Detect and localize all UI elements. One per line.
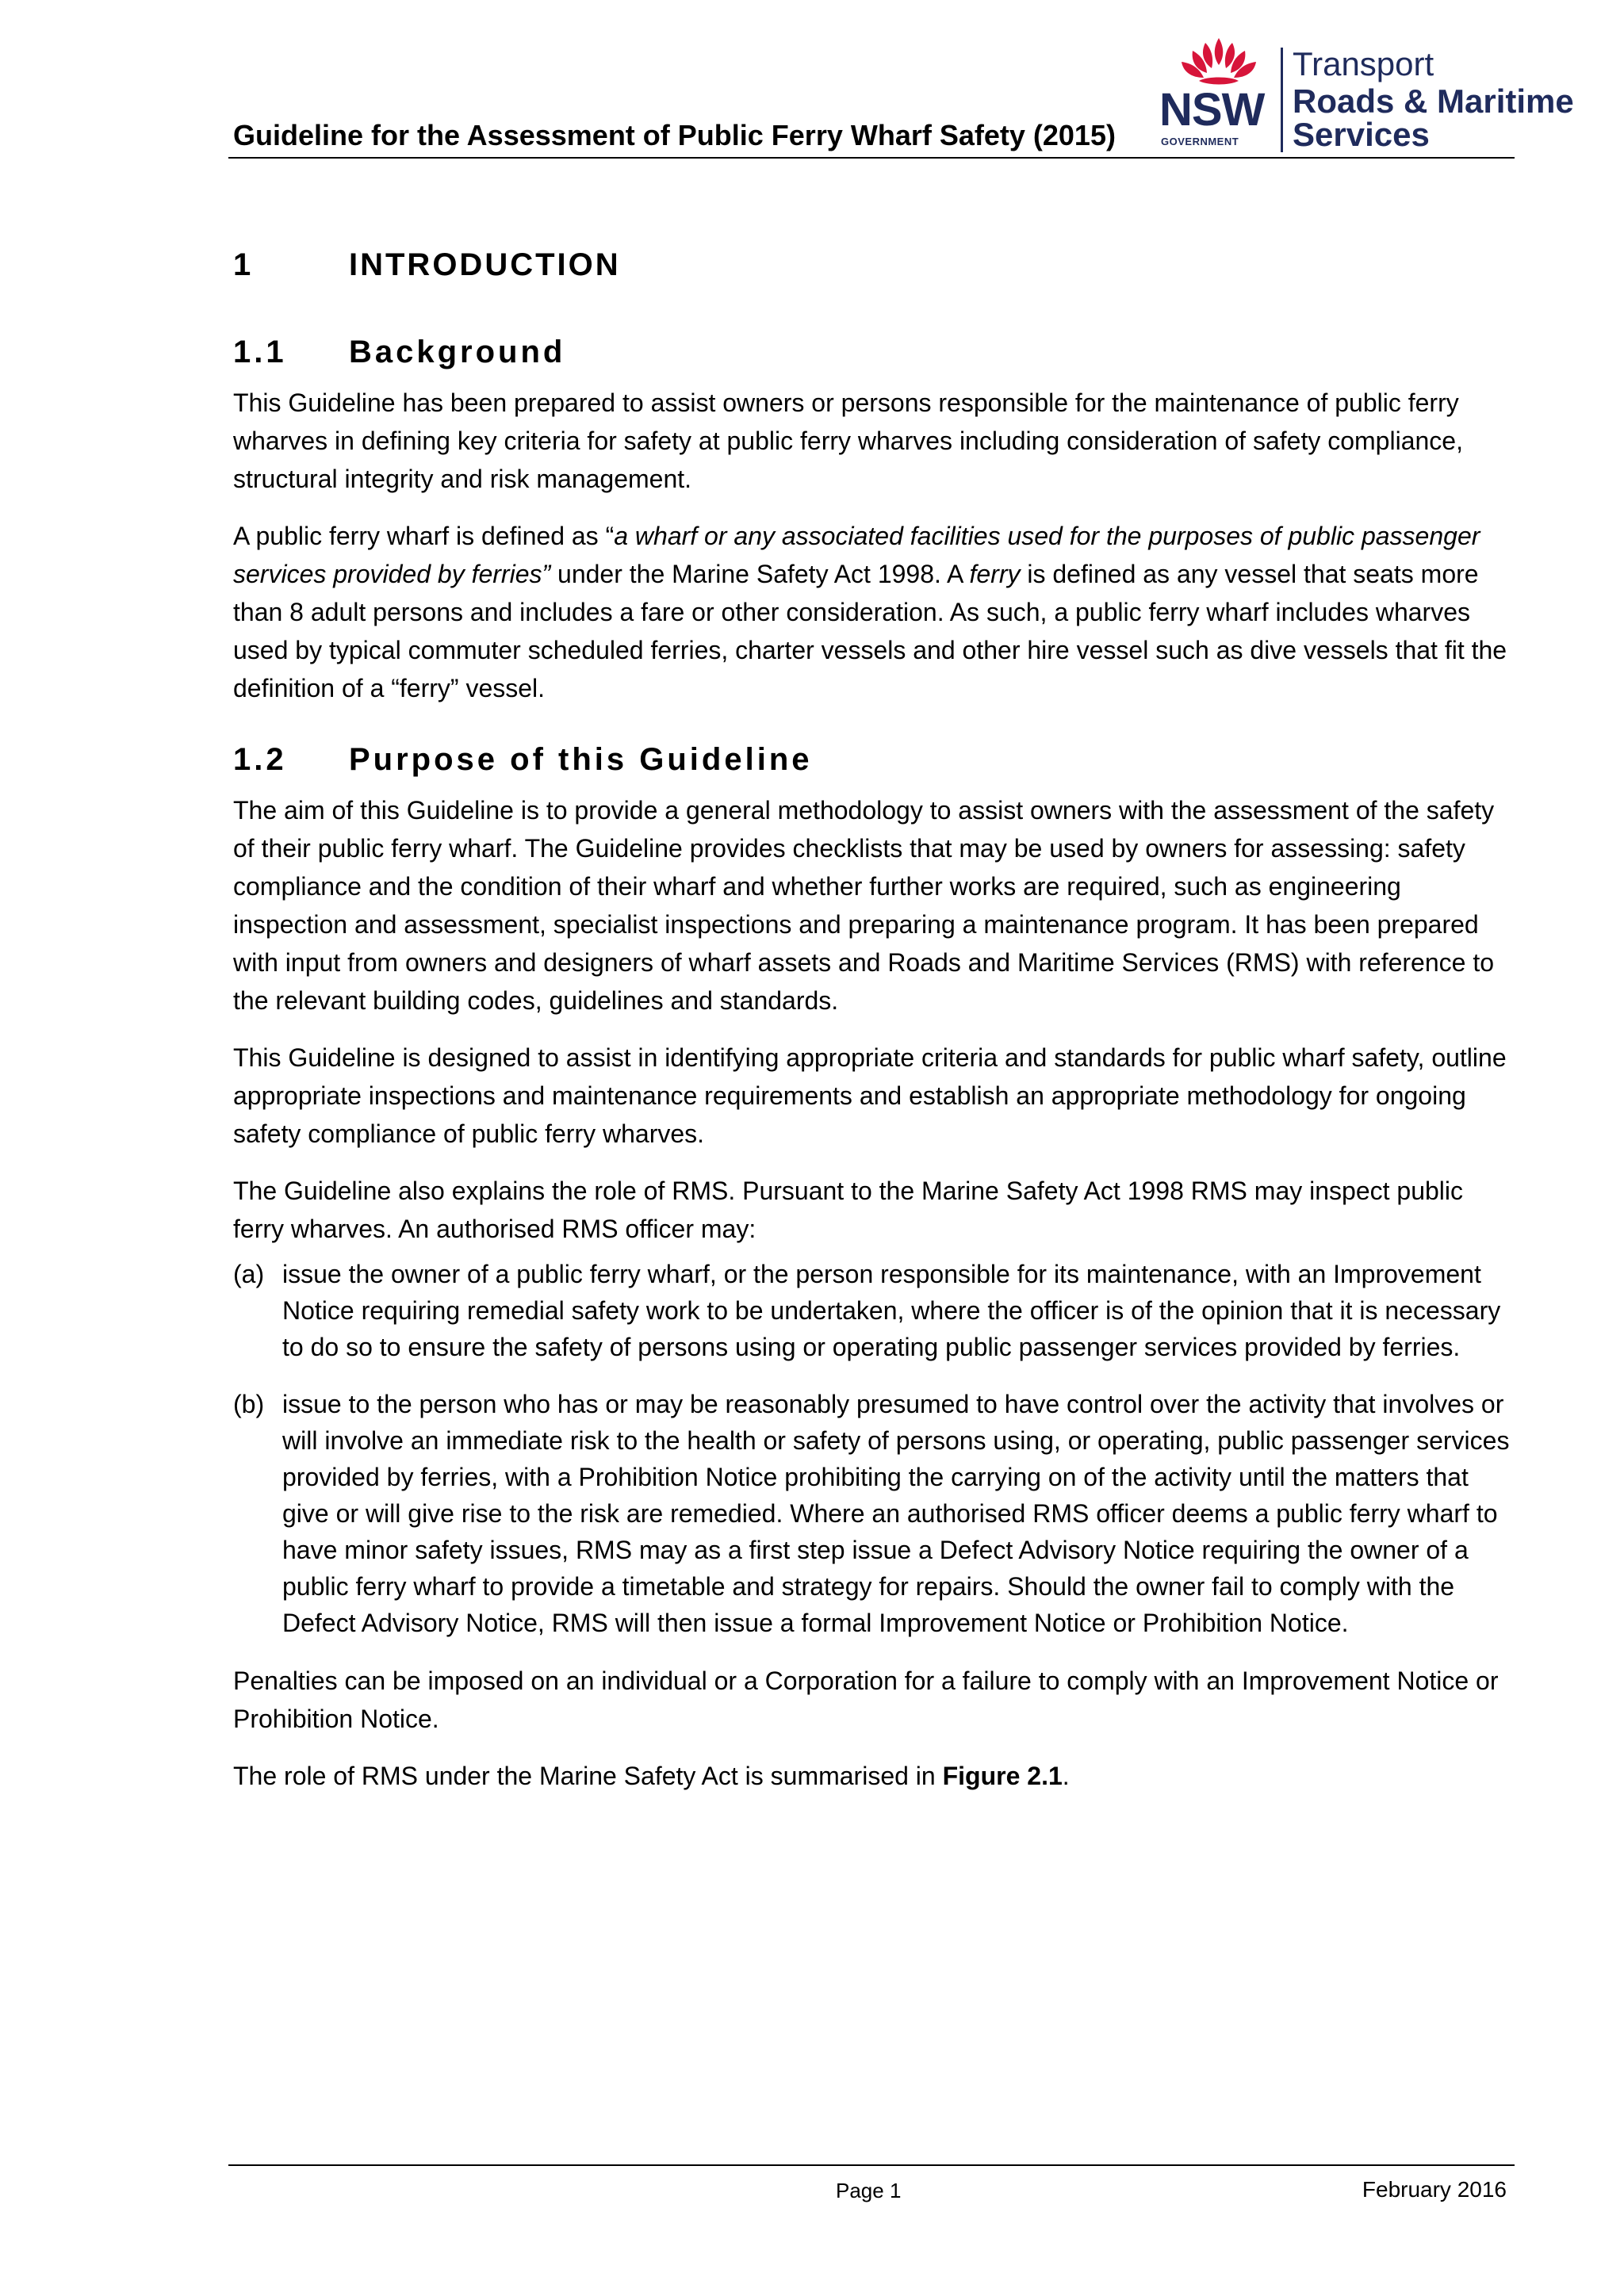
figure-reference: Figure 2.1 [942, 1762, 1063, 1790]
section-number: 1 [233, 247, 254, 282]
logo-nsw-text: NSW [1159, 84, 1265, 136]
list-text: issue the owner of a public ferry wharf, or the person responsible for its maintenance, with an Improvement Notice requiring remedial safety work to be undertaken, where the officer is of the opinion that it is necessary to do so to ensure the safety of persons using or operating public passenger services provided by ferries. [282, 1260, 1501, 1361]
text-span: . [1062, 1762, 1070, 1790]
purpose-paragraph-2: This Guideline is designed to assist in identifying appropriate criteria and standards for public wharf safety, outline appropriate inspections and maintenance requirements and establish an appropriate methodology for ongoing safety compliance of public ferry wharves. [233, 1043, 1507, 1148]
list-item [233, 1386, 1518, 1641]
nsw-rms-logo [1159, 36, 1574, 155]
header-divider [228, 157, 1515, 159]
purpose-paragraph-1: The aim of this Guideline is to provide a general methodology to assist owners with the assessment of the safety of their public ferry wharf. The Guideline provides checklists that may be used by owners for assessing: safety compliance and the condition of their wharf and whether further works are required, such as engineering inspection and assessment, specialist inspections and preparing a maintenance program. It has been prepared with input from owners and designers of wharf assets and Roads and Maritime Services (RMS) with reference to the relevant building codes, guidelines and standards. [233, 796, 1495, 1015]
section-title: Purpose of this Guideline [349, 742, 813, 777]
logo-transport-text: Transport [1293, 45, 1434, 82]
logo-rms-line1: Roads & Maritime [1293, 82, 1574, 120]
logo-government-text: GOVERNMENT [1161, 136, 1239, 147]
text-span: under the Marine Safety Act 1998. A [550, 560, 970, 588]
list-text: issue to the person who has or may be reasonably presumed to have control over the activity that involves or will involve an immediate risk to the health or safety of persons using, or operating, public passenger services provided by ferries, with a Prohibition Notice prohibiting the carrying on of the activity until the matters that give or will give rise to the risk are remedied. Where an authorised RMS officer deems a public ferry wharf to have minor safety issues, RMS may as a first step issue a Defect Advisory Notice requiring the owner of a public ferry wharf to provide a timetable and strategy for repairs. Should the owner fail to comply with the Defect Advisory Notice, RMS will then issue a formal Improvement Notice or Prohibition Notice. [282, 1390, 1510, 1637]
text-span: is defined as any vessel that seats more than 8 adult persons and includes a fare or other consideration. As such, a public ferry wharf includes wharves used by typical commuter scheduled ferries, charter vessels and other hire vessel such as dive vessels that fit the definition of a “ferry” vessel. [233, 560, 1507, 702]
penalties-paragraph: Penalties can be imposed on an individual or a Corporation for a failure to comply with an Improvement Notice or Prohibition Notice. [233, 1667, 1499, 1733]
section-1-heading [233, 246, 1518, 284]
document-body [233, 246, 1518, 1814]
section-1-2-heading [233, 739, 1518, 780]
footer-divider [228, 2164, 1515, 2166]
text-span: A public ferry wharf is defined as “ [233, 522, 615, 550]
section-title: Background [349, 335, 566, 369]
document-header-title: Guideline for the Assessment of Public Ferry Wharf Safety (2015) [233, 119, 1116, 151]
section-title: INTRODUCTION [349, 247, 621, 282]
footer-date: February 2016 [1362, 2177, 1507, 2202]
list-marker: (b) [233, 1390, 265, 1418]
page-number: Page 1 [836, 2179, 902, 2202]
list-marker: (a) [233, 1260, 265, 1288]
figure-reference-paragraph [233, 1757, 1518, 1795]
waratah-icon [1159, 36, 1278, 86]
background-paragraph-1: This Guideline has been prepared to assist owners or persons responsible for the maintenance of public ferry wharves in defining key criteria for safety at public ferry wharves including consideration of safety compliance, structural integrity and risk management. [233, 388, 1463, 493]
section-1-1-heading [233, 331, 1518, 373]
purpose-paragraph-3: The Guideline also explains the role of RMS. Pursuant to the Marine Safety Act 1998 RMS may inspect public ferry wharves. An authorised RMS officer may: [233, 1177, 1464, 1243]
logo-rms-line2: Services [1293, 116, 1430, 153]
definition-quote: a wharf or any associated facilities used for the purposes of public passenger services provided by ferries” [233, 522, 1480, 588]
ferry-term: ferry [969, 560, 1021, 588]
logo-divider [1281, 48, 1283, 152]
section-number: 1.2 [233, 742, 287, 777]
list-item [233, 1256, 1518, 1365]
text-span: The role of RMS under the Marine Safety Act is summarised in [233, 1762, 943, 1790]
section-number: 1.1 [233, 335, 287, 369]
background-paragraph-2 [233, 517, 1518, 707]
